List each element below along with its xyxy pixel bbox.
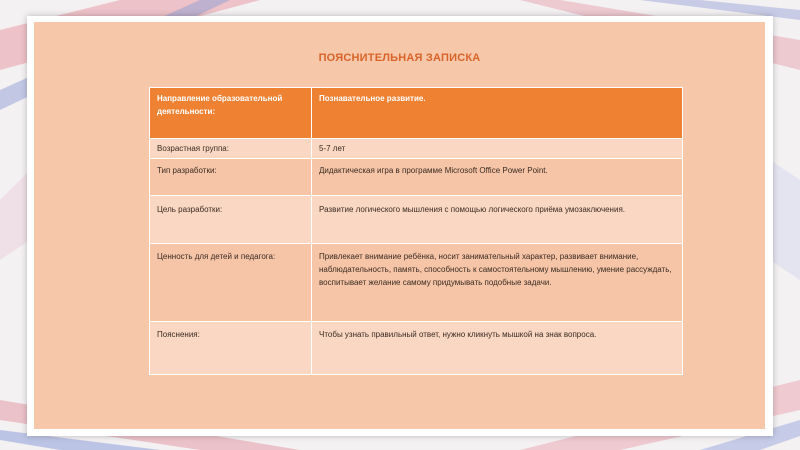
row-value: 5-7 лет: [312, 139, 683, 159]
row-label: Цель разработки:: [150, 196, 312, 244]
row-label: Пояснения:: [150, 322, 312, 375]
row-value: Чтобы узнать правильный ответ, нужно кликнуть мышкой на знак вопроса.: [312, 322, 683, 375]
explanatory-table: [149, 87, 683, 375]
table-row: [150, 322, 683, 375]
row-label: Ценность для детей и педагога:: [150, 244, 312, 322]
header-label: Направление образовательной деятельности:: [150, 88, 312, 139]
table-header-row: [150, 88, 683, 139]
row-value: Привлекает внимание ребёнка, носит занимательный характер, развивает внимание, наблюдательность, память, способность к самостоятельному мышлению, умение рассуждать, воспитывает желание самому придумывать подобные задачи.: [312, 244, 683, 322]
header-value: Познавательное развитие.: [312, 88, 683, 139]
row-value: Дидактическая игра в программе Microsoft Office Power Point.: [312, 159, 683, 196]
row-label: Возрастная группа:: [150, 139, 312, 159]
table-row: [150, 159, 683, 196]
table-row: [150, 244, 683, 322]
row-value: Развитие логического мышления с помощью логического приёма умозаключения.: [312, 196, 683, 244]
page-title: ПОЯСНИТЕЛЬНАЯ ЗАПИСКА: [318, 52, 481, 64]
table-row: [150, 139, 683, 159]
row-label: Тип разработки:: [150, 159, 312, 196]
table-row: [150, 196, 683, 244]
